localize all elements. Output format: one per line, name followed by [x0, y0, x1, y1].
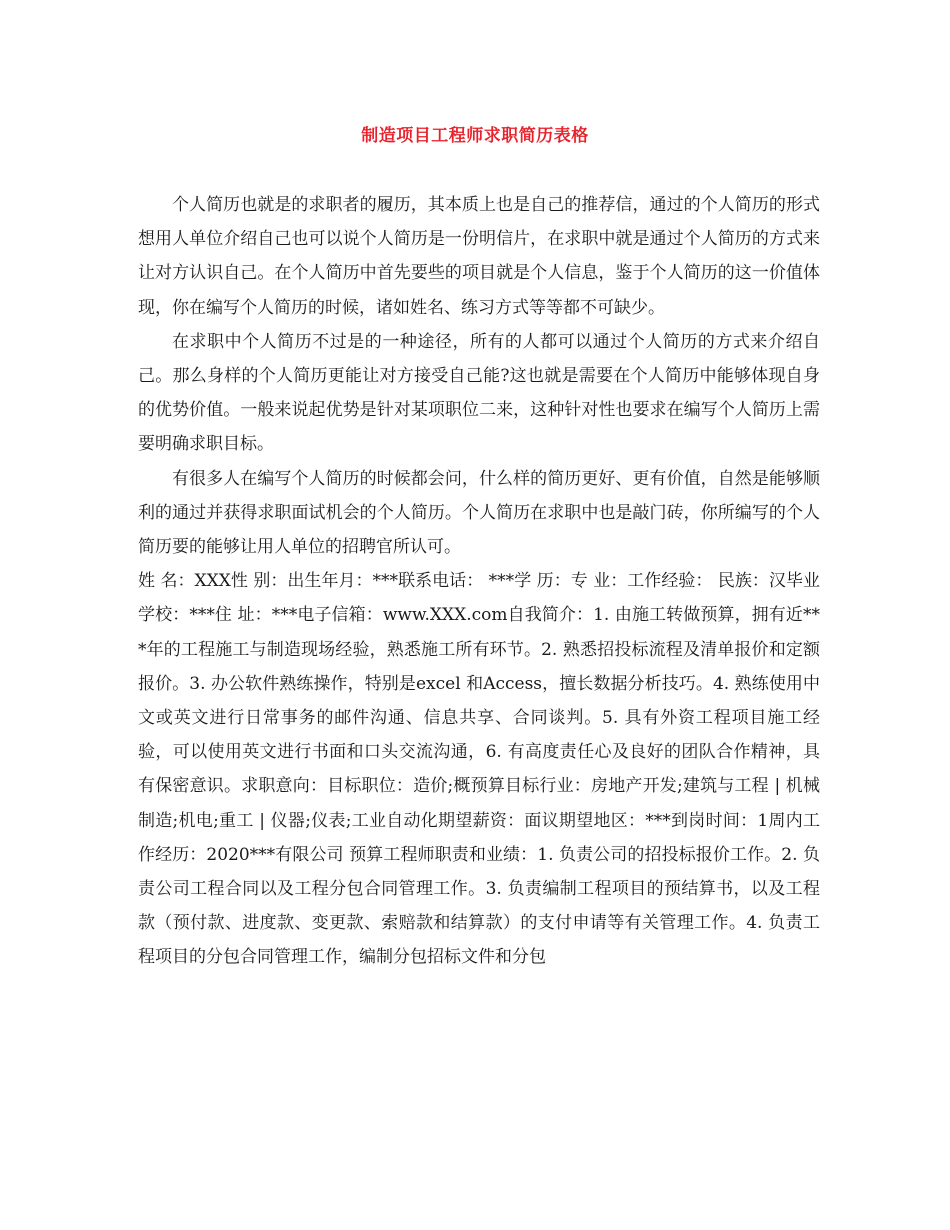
intro-paragraph-3: 有很多人在编写个人简历的时候都会问，什么样的简历更好、更有价值，自然是能够顺利的通过并获得求职面试机会的个人简历。个人简历在求职中也是敲门砖，你所编写的个人简历要的能够让用人单位的招聘官所认可。	[138, 468, 820, 558]
document-title: 制造项目工程师求职简历表格	[361, 126, 589, 146]
intro-paragraph-1: 个人简历也就是的求职者的履历，其本质上也是自己的推荐信，通过的个人简历的形式想用人单位介绍自己也可以说个人简历是一份明信片，在求职中就是通过个人简历的方式来让对方认识自己。在个人简历中首先要些的项目就是个人信息，鉴于个人简历的这一价值体现，你在编写个人简历的时候，诸如姓名、练习方式等等都不可缺少。	[138, 195, 820, 318]
document-body	[138, 188, 820, 975]
intro-paragraph-2: 在求职中个人简历不过是的一种途径，所有的人都可以通过个人简历的方式来介绍自己。那么身样的个人简历更能让对方接受自己能?这也就是需要在个人简历中能够体现自身的优势价值。一般来说起优势是针对某项职位二来，这种针对性也要求在编写个人简历上需要明确求职目标。	[138, 331, 820, 455]
resume-details: 姓 名：XXX性 别：出生年月：***联系电话： ***学 历：专 业：工作经验： 民族：汉毕业学校：***住 址：***电子信箱：www.XXX.com自我简介：1. 由施工转做预算，拥有近***年的工程施工与制造现场经验，熟悉施工所有环节。2. 熟悉招投标流程及清单报价和定额报价。3. 办公软件熟练操作，特别是excel 和Access，擅长数据分析技巧。4. 熟练使用中文或英文进行日常事务的邮件沟通、信息共享、合同谈判。5. 具有外资工程项目施工经验，可以使用英文进行书面和口头交流沟通，6. 有高度责任心及良好的团队合作精神，具有保密意识。求职意向：目标职位：造价;概预算目标行业：房地产开发;建筑与工程 | 机械制造;机电;重工 | 仪器;仪表;工业自动化期望薪资：面议期望地区：***到岗时间：1周内工作经历：2020***有限公司 预算工程师职责和业绩：1. 负责公司的招投标报价工作。2. 负责公司工程合同以及工程分包合同管理工作。3. 负责编制工程项目的预结算书，以及工程款（预付款、进度款、变更款、索赔款和结算款）的支付申请等有关管理工作。4. 负责工程项目的分包合同管理工作，编制分包招标文件和分包	[138, 571, 820, 968]
